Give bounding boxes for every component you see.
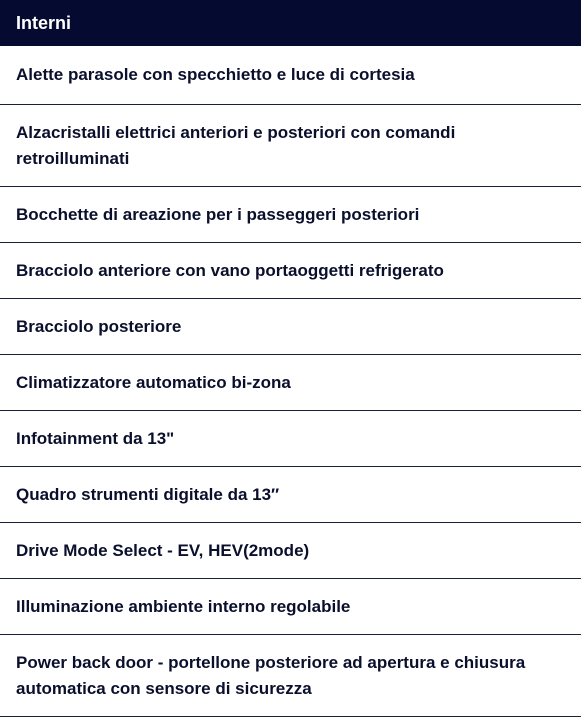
list-item-label: Bracciolo anteriore con vano portaoggetti refrigerato (16, 260, 444, 280)
section-header (0, 0, 581, 46)
list-item-label: Infotainment da 13" (16, 428, 175, 448)
list-item (0, 46, 581, 105)
list-item-label: Illuminazione ambiente interno regolabile (16, 596, 351, 616)
list-item-label: Bracciolo posteriore (16, 316, 182, 336)
list-item-label: Alzacristalli elettrici anteriori e posteriori con comandi retroilluminati (16, 122, 456, 168)
list-item (0, 243, 581, 299)
feature-list (0, 46, 581, 717)
list-item (0, 411, 581, 467)
list-item (0, 523, 581, 579)
list-item (0, 635, 581, 717)
list-item (0, 355, 581, 411)
list-item (0, 299, 581, 355)
section-title: Interni (16, 12, 72, 33)
list-item-label: Bocchette di areazione per i passeggeri posteriori (16, 204, 420, 224)
list-item (0, 579, 581, 635)
list-item-label: Quadro strumenti digitale da 13″ (16, 484, 280, 504)
list-item (0, 187, 581, 243)
list-item-label: Climatizzatore automatico bi-zona (16, 372, 291, 392)
list-item-label: Alette parasole con specchietto e luce di cortesia (16, 65, 415, 84)
list-item-label: Drive Mode Select - EV, HEV(2mode) (16, 540, 310, 560)
list-item (0, 105, 581, 187)
list-item (0, 467, 581, 523)
list-item-label: Power back door - portellone posteriore ad apertura e chiusura automatica con sensore di sicurezza (16, 652, 526, 698)
